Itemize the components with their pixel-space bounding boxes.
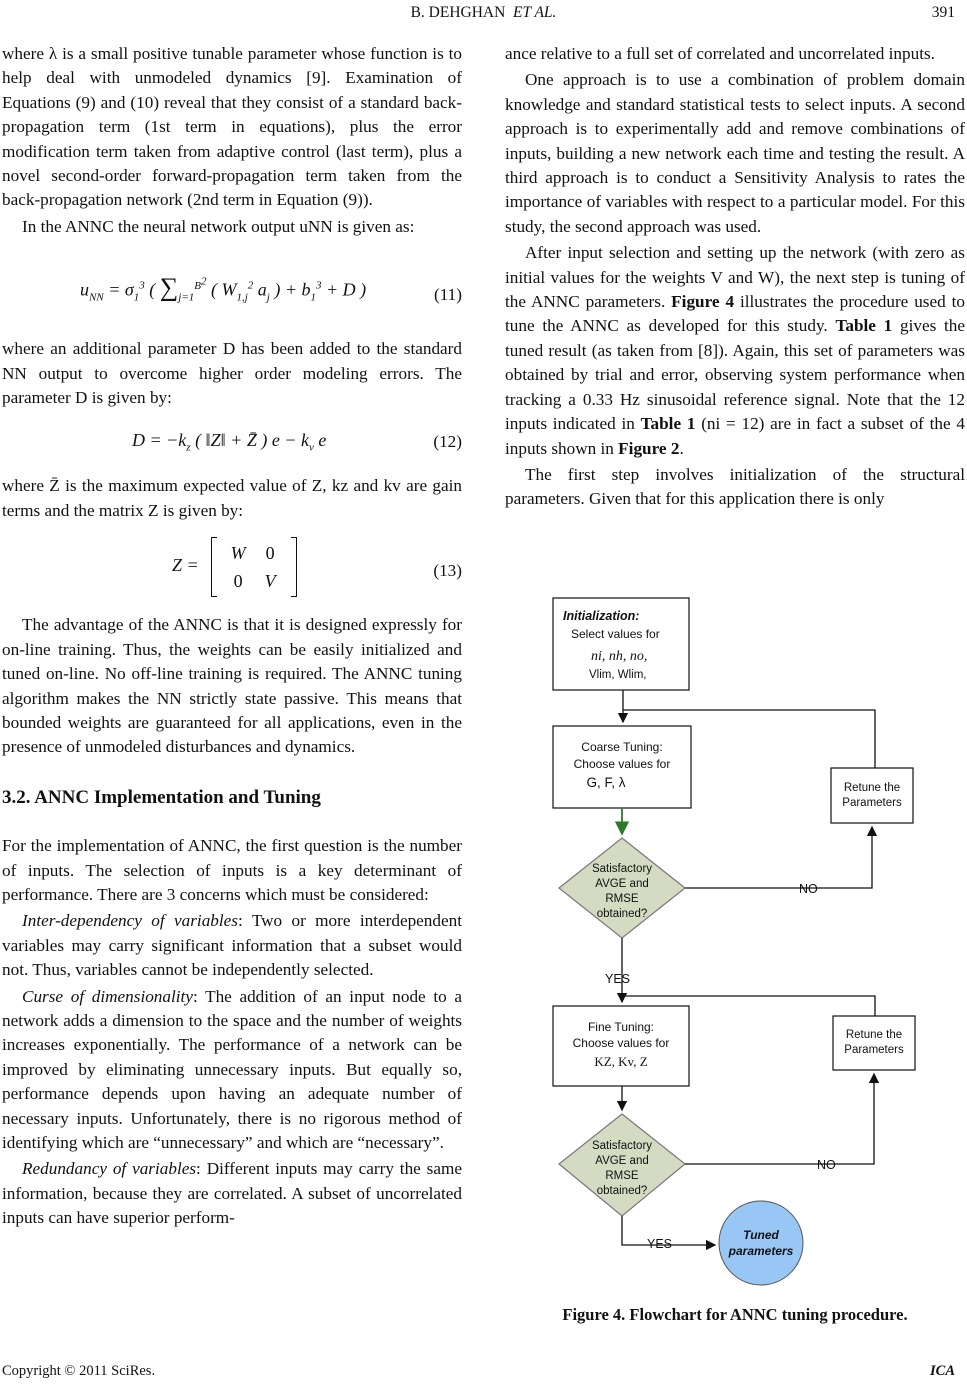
page-number: 391 — [931, 4, 955, 21]
init-line2: ni, nh, no, — [591, 649, 648, 664]
right-paragraph-3-d: (ni = 12) are in fact a subset of the 4 inputs shown in — [505, 414, 965, 458]
running-title — [0, 4, 967, 22]
decision1-line3: RMSE — [605, 893, 639, 905]
decision2-line2: AVGE and — [595, 1155, 649, 1167]
init-line1: Select values for — [571, 627, 660, 641]
equation-13-number: (13) — [433, 561, 462, 581]
decision2-line3: RMSE — [605, 1170, 639, 1182]
term-redundancy: Redundancy of variables — [22, 1159, 197, 1179]
header-author: B. DEHGHAN — [410, 4, 506, 21]
left-paragraph-7 — [2, 909, 462, 982]
right-paragraph-3-c: gives the tuned result (as taken from [8]). Again, this set of parameters was obtained by trial and error, observing system performance when tracking a 0.33 Hz sinusoidal reference signal. Note that the 12 inputs indicated in — [505, 316, 965, 434]
journal-abbrev: ICA — [930, 1363, 955, 1379]
equation-12 — [2, 416, 462, 468]
page-header — [0, 4, 967, 24]
table-1-ref: Table 1 — [835, 316, 893, 336]
init-title: Initialization: — [563, 609, 640, 623]
equation-13 — [2, 529, 462, 607]
retune-box-2 — [833, 1016, 915, 1070]
figure-2-ref: Figure 2 — [618, 438, 680, 458]
right-paragraph-4: The first step involves initialization of the structural parameters. Given that for this application there is only — [505, 464, 965, 509]
retune1-line2: Parameters — [842, 797, 902, 809]
no-label-2: NO — [817, 1158, 836, 1172]
matrix-z: W 0 0 V — [211, 537, 297, 597]
right-paragraph-3-a: After input selection and setting up the network (with zero as initial values for the weights V and W), the next step is tuning of the ANNC parameters. — [505, 243, 965, 312]
decision1-line1: Satisfactory — [591, 863, 653, 875]
flowchart-svg — [505, 588, 965, 1308]
left-paragraph-8 — [2, 985, 462, 1156]
left-paragraph-3: where an additional parameter D has been added to the standard NN output to overcome higher order modeling errors. The parameter D is given by: — [2, 339, 462, 408]
decision1-line2: AVGE and — [595, 878, 649, 890]
arrow-no-2 — [685, 1074, 874, 1164]
tuned-terminal — [719, 1201, 803, 1285]
yes-label-1: YES — [605, 972, 631, 986]
left-paragraph-4: where Z̄ is the maximum expected value of Z, kz and kv are gain terms and the matrix Z is given by: — [2, 476, 462, 520]
right-paragraph-3-b: illustrates the procedure used to tune the ANNC as developed for this study. — [505, 292, 965, 336]
init-line3: Vlim, Wlim, — [589, 669, 647, 681]
retune-box-1 — [831, 768, 913, 823]
right-paragraph-3-e: . — [679, 438, 684, 458]
figure-4-ref: Figure 4 — [671, 292, 735, 312]
left-paragraph-7-text: : Two or more interdependent variables may carry significant information that a subset would not. Thus, variables cannot be independently selected. — [2, 911, 462, 980]
tuned-line2: parameters — [728, 1244, 794, 1258]
coarse-line2: G, F, λ — [586, 775, 626, 790]
left-column — [2, 42, 462, 1231]
term-dimensionality: Curse of dimensionality — [22, 986, 193, 1006]
fine-line1: Choose values for — [572, 1036, 670, 1050]
fine-line2: KZ, Kv, Z — [594, 1054, 648, 1069]
decision2-line1: Satisfactory — [591, 1140, 653, 1152]
header-etal: ET AL. — [513, 4, 557, 21]
decision1-line4: obtained? — [596, 908, 648, 920]
retune2-line2: Parameters — [844, 1044, 904, 1056]
arrow-no-1 — [685, 827, 872, 888]
no-label-1: NO — [799, 882, 818, 896]
decision2-line4: obtained? — [596, 1185, 648, 1197]
section-heading: 3.2. ANNC Implementation and Tuning — [2, 786, 321, 808]
equation-11 — [2, 245, 462, 331]
term-interdependency: Inter-dependency of variables — [22, 911, 238, 931]
left-paragraph-8-text: : The addition of an input node to a network adds a dimension to the space and the number of weights increases exponentially. The performance of a network can be improved by eliminating unnecessary inputs. But equally so, performance depends upon having an adequate number of necessary inputs. Unfortunately, there is no rigorous method of identifying which are “unnecessary” and which are “necessary”. — [2, 986, 462, 1152]
equation-12-body: $D = -k_z$ ( ‖Z‖ + Z̄ ) $e - k_v$ e — [132, 430, 327, 455]
coarse-title: Coarse Tuning: — [581, 740, 663, 754]
figure-caption: Figure 4. Flowchart for ANNC tuning procedure. — [562, 1305, 908, 1324]
yes-label-2: YES — [647, 1237, 673, 1251]
copyright: Copyright © 2011 SciRes. — [2, 1363, 156, 1379]
left-paragraph-2: In the ANNC the neural network output uNN is given as: — [22, 216, 415, 236]
right-paragraph-2: One approach is to use a combination of problem domain knowledge and standard statistical tests to select inputs. A second approach is to experimentally add and remove combinations of inputs, building a new network each time and testing the result. A third approach is to conduct a Sensitivity Analysis to rates the importance of variables with respect to a particular model. For this study, the second approach was used. — [505, 70, 965, 236]
left-paragraph-9-text: : Different inputs may carry the same information, because they are correlated. A subset of uncorrelated inputs can have superior perform- — [2, 1159, 462, 1228]
left-paragraph-6: For the implementation of ANNC, the first question is the number of inputs. The selection of inputs is a key determinant of performance. There are 3 concerns which must be considered: — [2, 836, 462, 904]
left-paragraph-5: The advantage of the ANNC is that it is designed expressly for on-line training. Thus, the weights can be easily initialized and tuned on-line. No off-line training is required. The ANNC tuning algorithm makes the NN strictly state passive. This means that bounded weights are guaranteed for all applications, even in the presence of unmodeled disturbances and dynamics. — [2, 615, 462, 757]
left-paragraph-1: where λ is a small positive tunable parameter whose function is to help deal with unmodeled dynamics [9]. Examination of Equations (9) and (10) reveal that they consist of a standard back-propagation term (1st term in equations), plus the error modification term taken from adaptive control (last term), plus a novel second-order forward-propagation term taken from the back-propagation network (2nd term in Equation (9)). — [2, 44, 462, 210]
equation-13-body: Z = W 0 0 V — [172, 537, 297, 597]
flowchart-figure — [505, 588, 965, 1308]
right-column — [505, 42, 965, 512]
right-paragraph-3 — [505, 241, 965, 461]
coarse-line1: Choose values for — [573, 757, 671, 771]
tuned-line1: Tuned — [743, 1228, 779, 1242]
right-paragraph-1: ance relative to a full set of correlated and uncorrelated inputs. — [505, 44, 935, 63]
equation-11-body: $u_{NN} = \sigma_1^3$ ( $\sum_{j=1}^{B^2}$ ( $W_{1,j}^2$ $a_j$ ) + $b_1^3 + D$ ) — [80, 272, 367, 304]
equation-11-number: (11) — [434, 285, 462, 305]
retune1-line1: Retune the — [843, 782, 901, 794]
left-paragraph-9 — [2, 1157, 462, 1230]
retune2-line1: Retune the — [845, 1029, 903, 1041]
equation-12-number: (12) — [433, 432, 462, 452]
table-1-ref-2: Table 1 — [640, 414, 696, 434]
fine-title: Fine Tuning: — [587, 1020, 655, 1034]
